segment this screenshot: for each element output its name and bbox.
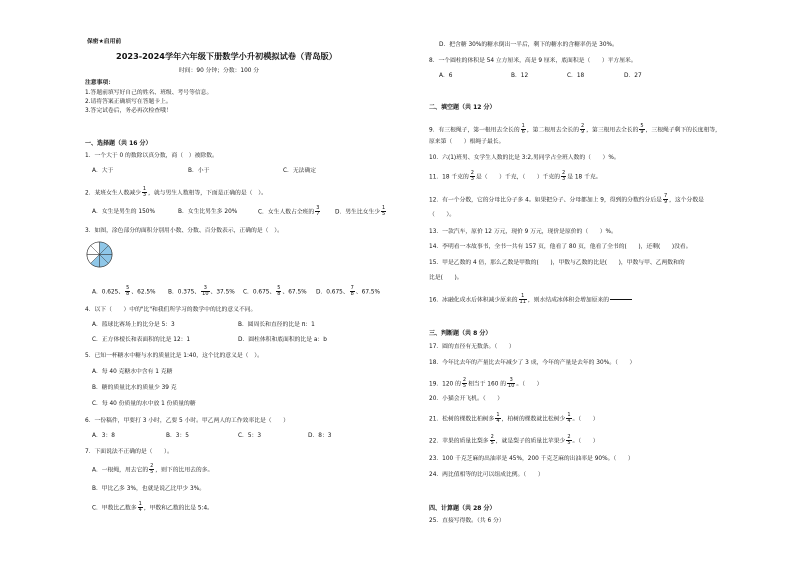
q8-option-d: D．27 (624, 73, 642, 79)
exam-info: 时间：90 分钟；分数：100 分 (179, 68, 260, 74)
section-choice: 一、选择题（共 16 分） (85, 140, 152, 147)
question-22: 22．苹果的质量比梨多 $\frac{2}{5}$ ，就是梨子的质量比苹果少 $\frac{2}{5}$ 。（ ） (429, 434, 599, 447)
q4-option-b: B．圆周长和直径的比是 π：1 (238, 322, 315, 328)
q7-option-b: B．甲比乙多 3%，也就是说乙比甲少 3%。 (92, 486, 206, 492)
q5-option-a: A．每 40 克糖水中含有 1 克糖 (92, 369, 173, 375)
q4-option-d: D．圆柱体积和底面积的比是 a：b (238, 337, 327, 343)
q4-option-c: C．正方体棱长和表面积的比是 12：1 (92, 337, 191, 343)
section-calc: 四、计算题（共 28 分） (429, 505, 496, 512)
question-1: 1．一个大于 0 的数除以真分数，商（ ）被除数。 (85, 153, 218, 159)
question-19: 19．120 的 $\frac{2}{5}$ 相当于 160 的 $\frac{3}{10}$ 。（ ） (429, 377, 543, 390)
question-15-cont: 比是( )。 (429, 275, 463, 281)
q2-option-a: A．女生是男生的 150% (92, 209, 155, 215)
question-9-cont: 原来第（ ）根绳子最长。 (429, 139, 505, 145)
question-7: 7．下面说法不正确的是（ ）。 (85, 449, 173, 455)
question-3: 3．如图，涂色部分的面积分别用小数、分数、百分数表示，正确的是（ ）。 (85, 228, 283, 234)
notes-title: 注意事项： (85, 80, 114, 86)
q6-option-d: D．8：3 (308, 433, 332, 439)
q8-option-b: B．12 (511, 73, 529, 79)
q2-option-d: D．男生比女生少 $\frac{1}{5}$ (335, 205, 386, 218)
q4-option-a: A．篮球比赛场上的比分是 5：3 (92, 322, 175, 328)
q5-option-b: B．糖的质量比水的质量少 39 克 (92, 385, 177, 391)
section-fill: 二、填空题（共 12 分） (429, 104, 496, 111)
question-10: 10．六(1)班男、女学生人数的比是 3:2,男同学占全班人数的（ ）%。 (429, 155, 620, 161)
question-20: 20．小猫会开飞机。（ ） (429, 396, 504, 402)
q8-option-a: A．6 (439, 73, 453, 79)
question-12: 12．有一个分数，它的分母比分子多 4。如果把分子、分母都加上 9，得到的分数约分后是 $\frac{7}{9}$ ，这个分数是 (429, 193, 704, 206)
q7-option-d: D．把含糖 30%的糖水倒出一半后，剩下的糖水的含糖率仍是 30%。 (439, 42, 618, 48)
q6-option-c: C．5：3 (238, 433, 262, 439)
q2-option-c: C．女生人数占全班的 $\frac{3}{7}$ (258, 205, 320, 218)
note-1: 1.答题前填写好自己的姓名、班级、考号等信息。 (85, 90, 213, 96)
shaded-circle-figure (86, 241, 113, 268)
q3-option-b: B．0.375、 $\frac{3}{10}$ 、37.5% (168, 285, 235, 298)
question-15: 15．甲是乙数的 4 倍，那么乙数是甲数的( )，甲数与乙数的比是( )，甲数与甲、乙两数和的 (429, 260, 685, 266)
q5-option-c: C．每 40 份质量的水中放 1 份质量的糖 (92, 401, 196, 407)
question-23: 23．100 千克芝麻的出油率是 45%，200 千克芝麻的出油率是 90%。（ ） (429, 456, 634, 462)
q3-option-a: A．0.625、 $\frac{5}{8}$ 、62.5% (92, 285, 156, 298)
question-6: 6．一份稿件，甲要打 3 小时，乙要 5 小时。甲乙两人的工作效率比是（ ） (85, 418, 289, 424)
question-24: 24．两比值相等的比可以组成比例。（ ） (429, 472, 544, 478)
note-2: 2.请将答案正确填写在答题卡上。 (85, 99, 172, 105)
exam-title: 2023-2024学年六年级下册数学小升初模拟试卷（青岛版） (116, 51, 337, 61)
question-4: 4．以下（ ）中的"比"和我们所学习的数学中的比的意义不同。 (85, 307, 257, 313)
q3-option-c: C．0.675、 $\frac{5}{8}$ 、67.5% (243, 285, 307, 298)
question-9: 9．有三根绳子，第一根用去全长的 $\frac{1}{6}$ ，第二根用去全长的 $\frac{2}{9}$ ，第三根用去全长的 $\frac{5}{9}$ ，三根绳子剩下的长度相等， (429, 123, 721, 136)
question-21: 21．松树的棵数比柏树多 $\frac{1}{4}$ ，柏树的棵数就比松树少 $\frac{1}{4}$ 。（ ） (429, 412, 599, 425)
section-judge: 三、判断题（共 8 分） (429, 330, 492, 337)
question-8: 8．一个圆柱的体积是 54 立方厘米，高是 9 厘米，底面积是（ ）平方厘米。 (429, 58, 637, 64)
question-14: 14．李明看一本故事书，全书一共有 157 页，他看了 80 页，他看了全书的( )，还剩( )没看。 (429, 244, 692, 250)
question-18: 18．今年比去年的产量比去年减少了 3 成，今年的产量是去年的 30%。（ ） (429, 360, 636, 366)
question-13: 13．一款汽车，原价 12 万元，现价 9 万元，现价是原价的（ ）%。 (429, 229, 617, 235)
q1-option-c: C．无法确定 (283, 168, 317, 174)
q2-option-b: B．女生比男生多 20% (178, 209, 238, 215)
question-17: 17．圆的直径有无数条。（ ） (429, 344, 515, 350)
q6-option-b: B．3：5 (166, 433, 189, 439)
q1-option-a: A．大于 (92, 168, 114, 174)
q7-option-c: C．甲数比乙数多 $\frac{1}{4}$ ，甲数和乙数的比是 5:4。 (92, 501, 213, 514)
q6-option-a: A．3：8 (92, 433, 115, 439)
secret-label: 保密★启用前 (87, 39, 122, 45)
question-2: 2．某班女生人数减少 $\frac{1}{3}$ ，就与男生人数相等，下面是正确的是（ ）。 (85, 186, 267, 199)
q8-option-c: C．18 (567, 73, 585, 79)
question-16: 16．冰融化成水后体积减少原来的 $\frac{1}{11}$ ，则水结成冰体积会增加原来的 (429, 294, 633, 306)
q3-option-d: D．0.675、 $\frac{7}{8}$ 、67.5% (316, 285, 381, 298)
question-12-cont: （ ）。 (429, 212, 456, 218)
note-3: 3.答完试卷后，务必再次检查哦！ (85, 108, 172, 114)
question-25: 25．直接写得数。（共 6 分） (429, 518, 505, 524)
q7-option-a: A．一根绳，用去它的 $\frac{2}{5}$ ，则下的比用去的多。 (92, 463, 214, 476)
question-5: 5．已知一杯糖水中糖与水的质量比是 1:40，这个比的意义是（ ）。 (85, 353, 263, 359)
q1-option-b: B．小于 (188, 168, 210, 174)
question-11: 11．18 千克的 $\frac{2}{3}$ 是（ ）千克，（ ）千克的 $\frac{2}{3}$ 是 18 千克。 (429, 170, 602, 183)
